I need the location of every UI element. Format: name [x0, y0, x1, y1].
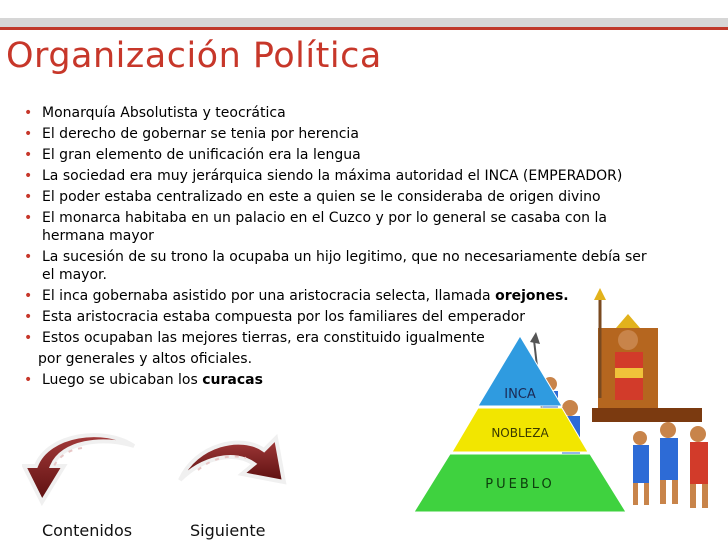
pyramid-label-inca: INCA — [504, 387, 536, 402]
bullet-dot-icon: • — [24, 210, 33, 226]
bullet-text: El derecho de gobernar se tenia por herencia — [42, 126, 359, 142]
bullet-text: Monarquía Absolutista y teocrática — [42, 105, 286, 121]
bullet-item — [22, 104, 662, 122]
bullet-text: Estos ocupaban las mejores tierras, era constituido igualmente — [42, 330, 485, 346]
top-decorative-bar — [0, 0, 728, 30]
bullet-dot-icon: • — [24, 309, 33, 325]
bullet-item — [22, 209, 662, 245]
bullet-item — [22, 125, 662, 143]
next-link-label[interactable]: Siguiente — [190, 521, 266, 540]
bullet-dot-icon: • — [24, 147, 33, 163]
bullet-text: por generales y altos oficiales. — [38, 351, 253, 367]
pyramid-label-nobleza: NOBLEZA — [491, 426, 549, 440]
bullet-dot-icon: • — [24, 249, 33, 265]
prev-arrow-button[interactable] — [22, 420, 142, 520]
bullet-text: Luego se ubicaban los — [42, 372, 203, 388]
bullet-bold-text: orejones. — [495, 288, 569, 304]
bullet-item — [22, 146, 662, 164]
bullet-text: La sociedad era muy jerárquica siendo la máxima autoridad el INCA (EMPERADOR) — [42, 168, 623, 184]
bullet-dot-icon: • — [24, 372, 33, 388]
next-arrow-button[interactable] — [172, 420, 292, 520]
bullet-item — [22, 248, 662, 284]
bullet-item — [22, 188, 662, 206]
bullet-bold-text: curacas — [202, 372, 263, 388]
bullet-dot-icon: • — [24, 288, 33, 304]
bullet-text: Esta aristocracia estaba compuesta por los familiares del emperador — [42, 309, 526, 325]
pyramid-label-pueblo: PUEBLO — [485, 477, 555, 492]
bullet-text: El poder estaba centralizado en este a quien se le consideraba de origen divino — [42, 189, 601, 205]
bullet-text: El monarca habitaba en un palacio en el Cuzco y por lo general se casaba con la hermana mayor — [42, 210, 607, 244]
curved-arrow-left-icon — [22, 420, 142, 520]
slide-title: Organización Política — [6, 36, 382, 76]
bullet-text: La sucesión de su trono la ocupaba un hijo legitimo, que no necesariamente debía ser el mayor. — [42, 249, 647, 283]
social-pyramid — [412, 336, 628, 514]
bullet-text: El gran elemento de unificación era la lengua — [42, 147, 361, 163]
bullet-dot-icon: • — [24, 168, 33, 184]
bullet-dot-icon: • — [24, 105, 33, 121]
curved-arrow-right-icon — [172, 420, 292, 520]
prev-link-label[interactable]: Contenidos — [42, 521, 133, 540]
bullet-item — [22, 167, 662, 185]
bullet-dot-icon: • — [24, 126, 33, 142]
bullet-text: El inca gobernaba asistido por una aristocracia selecta, llamada — [42, 288, 496, 304]
bullet-dot-icon: • — [24, 330, 33, 346]
top-accent-line — [0, 27, 728, 30]
bullet-dot-icon: • — [24, 189, 33, 205]
